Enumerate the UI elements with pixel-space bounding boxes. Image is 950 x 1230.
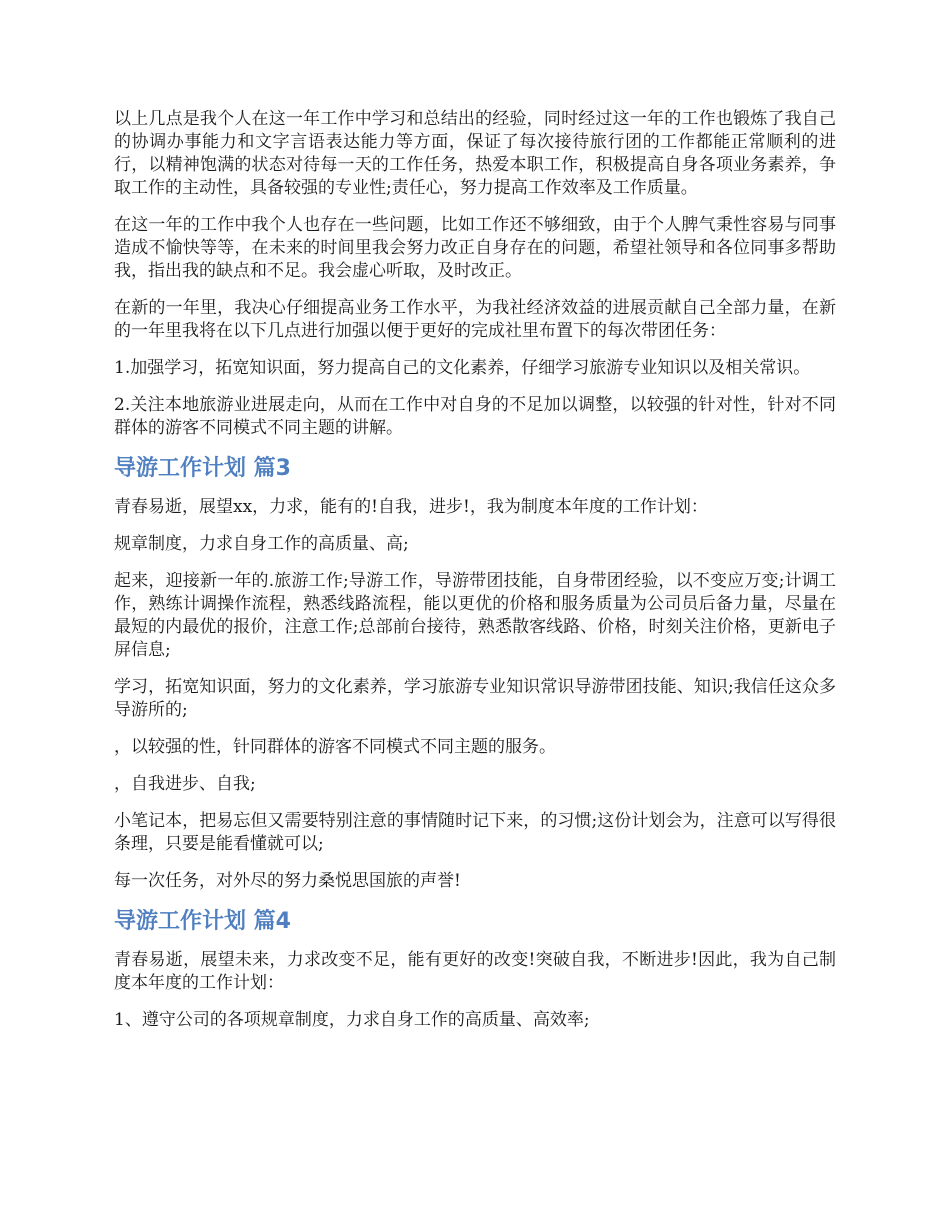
paragraph: 起来，迎接新一年的.旅游工作;导游工作，导游带团技能，自身带团经验，以不变应万变;计调工作，熟练计调操作流程，熟悉线路流程，能以更优的价格和服务质量为公司员后备力量，尽量在最短的内最优的报价，注意工作;总部前台接待，熟悉散客线路、价格，时刻关注价格，更新电子屏信息; [114, 571, 836, 660]
paragraph: ，自我进步、自我; [114, 774, 256, 794]
paragraph: 每一次任务，对外尽的努力桑悦思国旅的声誉! [114, 871, 461, 891]
paragraph: 在这一年的工作中我个人也存在一些问题，比如工作还不够细致，由于个人脾气秉性容易与同事造成不愉快等等，在未来的时间里我会努力改正自身存在的问题，希望社领导和各位同事多帮助我，指出我的缺点和不足。我会虚心听取，及时改正。 [114, 215, 836, 281]
paragraph: 青春易逝，展望xx，力求，能有的!自我，进步!，我为制度本年度的工作计划： [114, 497, 708, 517]
paragraph: 1.加强学习，拓宽知识面，努力提高自己的文化素养，仔细学习旅游专业知识以及相关常识。 [114, 358, 811, 378]
paragraph: 小笔记本，把易忘但又需要特别注意的事情随时记下来，的习惯;这份计划会为，注意可以写得很条理，只要是能看懂就可以; [114, 811, 836, 854]
section-heading-4: 导游工作计划 篇4 [114, 909, 291, 934]
paragraph: 2.关注本地旅游业进展走向，从而在工作中对自身的不足加以调整，以较强的针对性，针对不同群体的游客不同模式不同主题的讲解。 [114, 395, 836, 438]
section-heading-3: 导游工作计划 篇3 [114, 456, 291, 481]
paragraph: 规章制度，力求自身工作的高质量、高; [114, 534, 409, 554]
paragraph: 以上几点是我个人在这一年工作中学习和总结出的经验，同时经过这一年的工作也锻炼了我自己的协调办事能力和文字言语表达能力等方面，保证了每次接待旅行团的工作都能正常顺利的进行，以精神饱满的状态对待每一天的工作任务，热爱本职工作，积极提高自身各项业务素养，争取工作的主动性，具备较强的专业性;责任心，努力提高工作效率及工作质量。 [114, 109, 836, 198]
document-page [114, 108, 836, 1046]
paragraph: 青春易逝，展望未来，力求改变不足，能有更好的改变!突破自我，不断进步!因此，我为自己制度本年度的工作计划： [114, 950, 836, 993]
paragraph: 学习，拓宽知识面，努力的文化素养，学习旅游专业知识常识导游带团技能、知识;我信任这众多导游所的; [114, 677, 836, 720]
paragraph: 1、遵守公司的各项规章制度，力求自身工作的高质量、高效率; [114, 1010, 590, 1030]
paragraph: 在新的一年里，我决心仔细提高业务工作水平，为我社经济效益的进展贡献自己全部力量，在新的一年里我将在以下几点进行加强以便于更好的完成社里布置下的每次带团任务： [114, 298, 836, 341]
paragraph: ，以较强的性，针同群体的游客不同模式不同主题的服务。 [114, 737, 556, 757]
